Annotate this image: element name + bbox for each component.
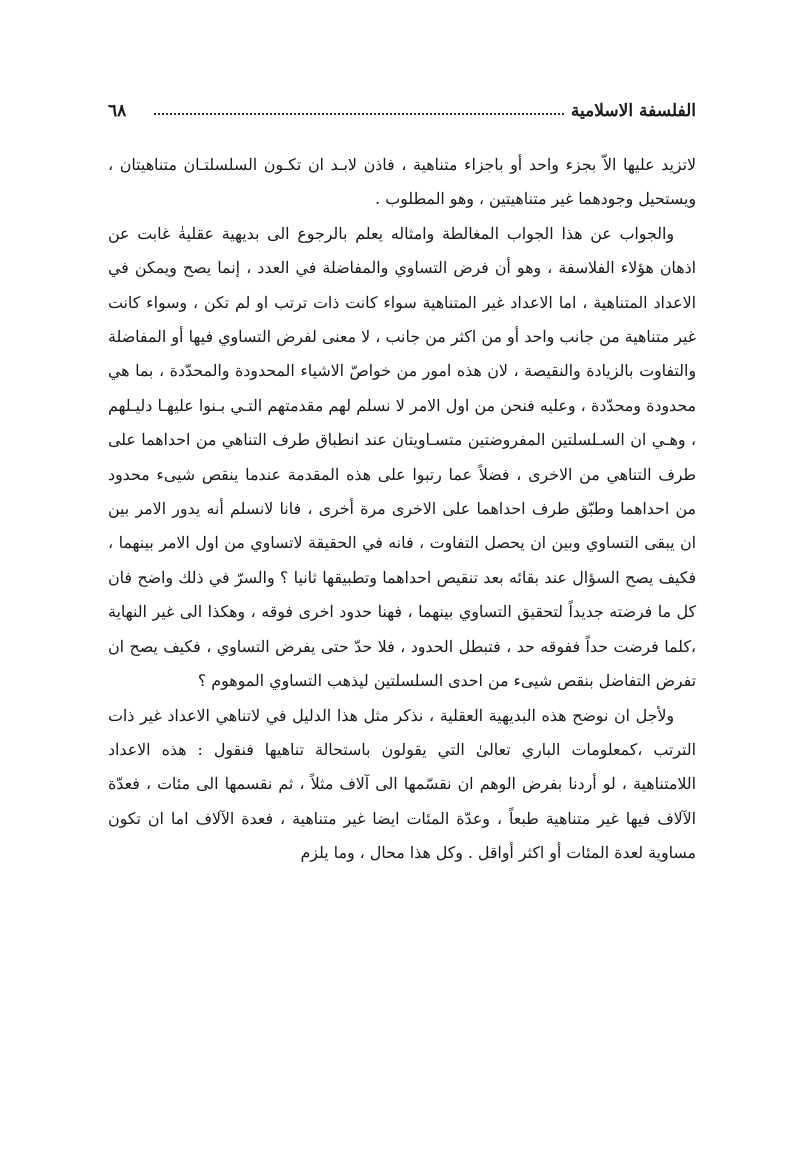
running-header — [108, 97, 696, 131]
paragraph: لاتزيد عليها الاّ بجزء واحد أو باجزاء متناهية ، فاذن لابـد ان تكـون السلسلتـان متناهيتان ، ويستحيل وجودهما غير متناهيتين ، وهو المطلوب . — [108, 155, 696, 209]
paragraph: ولأجل ان نوضح هذه البديهية العقلية ، نذكر مثل هذا الدليل في لاتناهي الاعداد غير ذات الترتب ،كمعلومات الباري تعالىٰ التي يقولون باستحالة تناهيها فنقول : هذه الاعداد اللامتناهية ، لو أردنا بفرض الوهم ان نقسّمها الى آلاف مثلاً ، ثم نقسمها الى مئات ، فعدّة الآلاف فيها غير متناهية طبعاً ، وعدّة المئات ايضا غير متناهية ، فعدة الآلاف اما ان تكون مساوية لعدة المئات أو اكثر أواقل . وكل هذا محال ، وما يلزم — [108, 705, 696, 863]
page-number: ٦٨ — [108, 101, 127, 121]
running-title: الفلسفة الاسلامية — [570, 101, 696, 121]
body-text — [108, 148, 696, 871]
paragraph: والجواب عن هذا الجواب المغالطة وامثاله يعلم بالرجوع الى بديهية عقليةٰ غابت عن اذهان هؤلاء الفلاسفة ، وهو أن فرض التساوي والمفاضلة في العدد ، إنما يصح ويمكن في الاعداد المتناهية ، اما الاعداد غير المتناهية سواء كانت ذات ترتب او لم تكن ، وسواء كانت غير متناهية من جانب واحد أو من اكثر من جانب ، لا معنى لفرض التساوي فيها أو المفاضلة والتفاوت بالزيادة والنقيصة ، لان هذه امور من خواصّ الاشياء المحدودة والمحدّدة ، بما هي محدودة ومحدّدة ، وعليه فنحن من اول الامر لا نسلم لهم مقدمتهم التـي بـنوا عليهـا دليـلهم ، وهـي ان السـلسلتين المفروضتين متسـاويتان عند انطباق طرف التناهي من احداهما على طرف التناهي من الاخرى ، فضلاً عما رتبوا على هذه المقدمة عندما ينقص شيىء محدود من احداهما وطبّق طرف احداهما على الاخرى مرة أخرى ، فانا لانسلم أنه يدور الامر بين ان يبقى التساوي وبين ان يحصل التفاوت ، فانه في الحقيقة لاتساوي من اول الامر بينهما ، فكيف يصح السؤال عند بقائه بعد تنقيص احداهما وتطبيقها ثانيا ؟ والسرّ في ذلك واضح فان كل ما فرضته جديداً لتحقيق التساوي بينهما ، فهنا حدود اخرى فوقه ، وهكذا الى غير النهاية ،كلما فرضت حداً ففوقه حد ، فتبطل الحدود ، فلا حدّ حتى يفرض التساوي ، فكيف يصح ان تفرض التفاضل بنقص شيىء من احدى السلسلتين ليذهب التساوي الموهوم ؟ — [108, 223, 696, 691]
header-dot-leader — [154, 113, 564, 115]
